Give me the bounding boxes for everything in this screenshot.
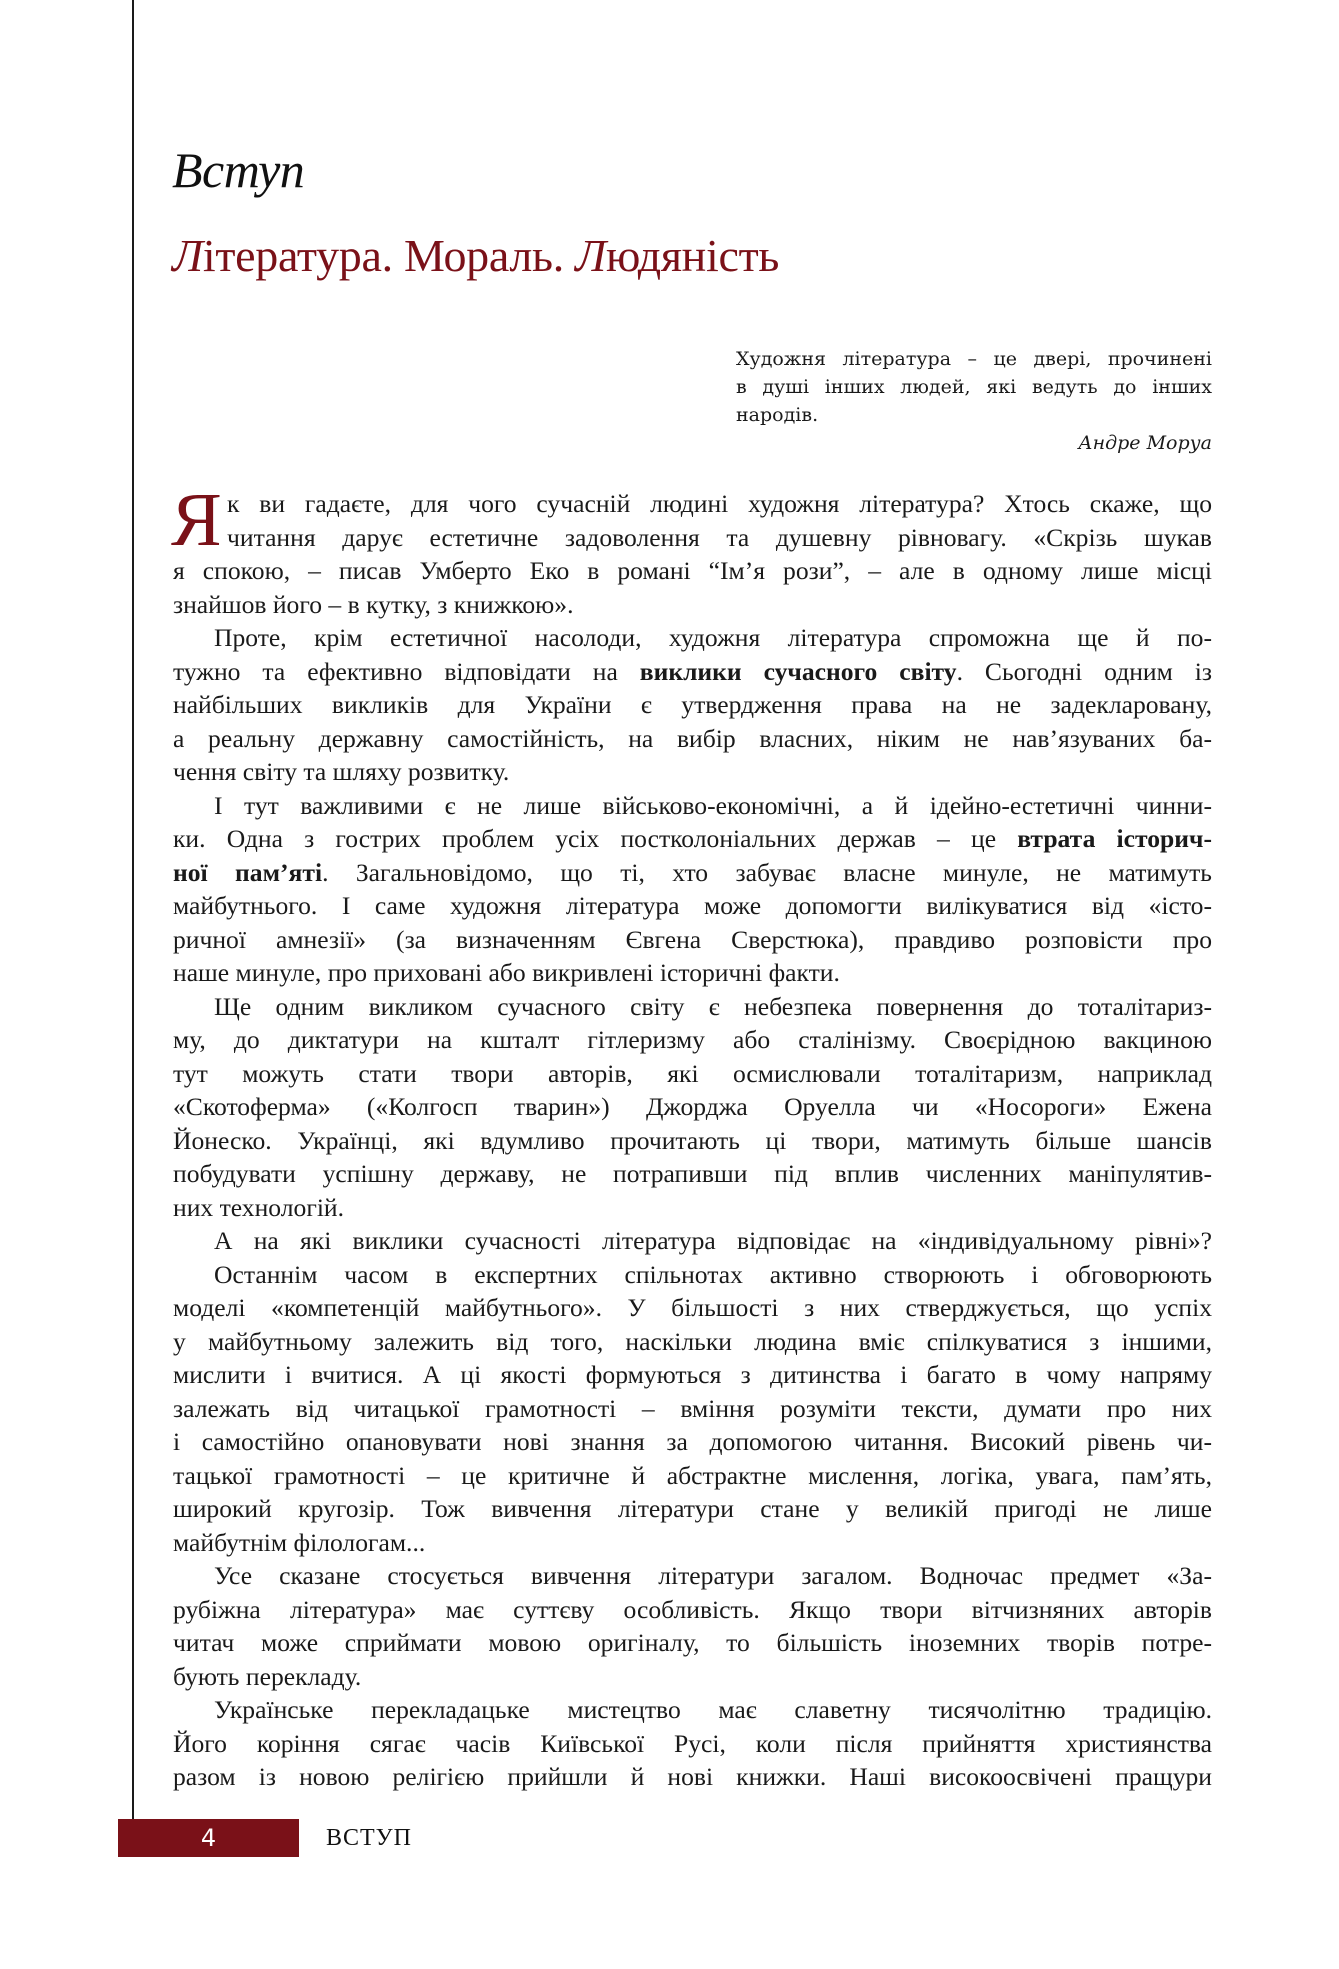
chapter-title-text: ітература. Мораль. bbox=[202, 230, 576, 281]
epigraph-line: в душі інших людей, які ведуть до інших bbox=[736, 376, 1212, 398]
paragraph-line: майбутнім філологам... bbox=[173, 1527, 426, 1557]
paragraph-line: «Скотоферма» («Колгосп тварин») Джорджа Оруелла чи «Носороги» Ежена bbox=[173, 1092, 1212, 1121]
paragraph-line: читач може сприймати мовою оригіналу, то більшість іноземних творів потре- bbox=[173, 1628, 1212, 1657]
paragraph-line: тацької грамотності – це критичне й абстрактне мислення, логіка, увага, пам’ять, bbox=[173, 1460, 1212, 1490]
text-run: ки. Одна з гострих проблем усіх постколоніальних держав – це bbox=[173, 824, 1018, 853]
chapter-title-initial: Л bbox=[172, 230, 203, 281]
paragraph-line: Українське перекладацьке мистецтво має славетну тисячолітню традицію. bbox=[214, 1695, 1212, 1724]
paragraph-line: Йонеско. Українці, які вдумливо прочитають ці твори, матимуть більше шансів bbox=[173, 1125, 1212, 1155]
text-run: . Загальновідомо, що ті, хто забуває власне минуле, не матимуть bbox=[322, 857, 1212, 887]
paragraph-line: Його коріння сягає часів Київської Русі, коли після прийняття християнства bbox=[173, 1728, 1212, 1758]
paragraph-line: му, до диктатури на кшталт гітлеризму або сталінізму. Своєрідною вакциною bbox=[173, 1025, 1212, 1054]
body-text bbox=[171, 478, 1212, 1794]
chapter-title-text: юдяність bbox=[605, 230, 780, 281]
paragraph-line: залежать від читацької грамотності – вміння розуміти тексти, думати про них bbox=[173, 1393, 1212, 1423]
text-run: . Сьогодні одним із bbox=[956, 656, 1212, 686]
paragraph-line: А на які виклики сучасності література відповідає на «індивідуальному рівні»? bbox=[214, 1226, 1212, 1255]
epigraph-author: Андре Моруа bbox=[1078, 432, 1212, 454]
emphasis-text: виклики сучасного світу bbox=[639, 656, 957, 686]
paragraph-line: Ще одним викликом сучасного світу є небезпека повернення до тоталітариз- bbox=[214, 991, 1212, 1021]
paragraph-line: майбутнього. І саме художня література може допомогти вилікуватися від «істо- bbox=[173, 891, 1212, 920]
paragraph-line: чення світу та шляху розвитку. bbox=[173, 757, 510, 786]
epigraph-line: Художня література – це двері, прочинені bbox=[736, 348, 1212, 370]
paragraph-line: мислити і вчитися. А ці якості формуються з дитинства і багато в чому напряму bbox=[173, 1360, 1212, 1389]
paragraph-line: знайшов його – в кутку, з книжкою». bbox=[173, 589, 574, 619]
paragraph-line: читання дарує естетичне задоволення та душевну рівновагу. «Скрізь шукав bbox=[227, 522, 1212, 552]
paragraph-line: широкий кругозір. Тож вивчення літератури стане у великій пригоді не лише bbox=[173, 1494, 1212, 1523]
paragraph-line: бують перекладу. bbox=[173, 1661, 362, 1691]
paragraph-line: к ви гадаєте, для чого сучасній людині художня література? Хтось скаже, що bbox=[227, 489, 1212, 518]
paragraph-line: і самостійно опановувати нові знання за допомогою читання. Високий рівень чи- bbox=[173, 1427, 1212, 1456]
paragraph-line: ричної амнезії» (за визначенням Євгена Сверстюка), правдиво розповісти про bbox=[173, 924, 1212, 954]
page-number: 4 bbox=[200, 1824, 217, 1852]
chapter-title-initial: Л bbox=[575, 230, 606, 281]
paragraph-line: них технологій. bbox=[173, 1192, 345, 1222]
emphasis-text: ної пам’яті bbox=[173, 857, 323, 887]
paragraph-line: Останнім часом в експертних спільнотах активно створюють і обговорюють bbox=[214, 1259, 1212, 1289]
running-footer-section: ВСТУП bbox=[326, 1825, 412, 1851]
chapter-title bbox=[172, 226, 779, 286]
paragraph-line: моделі «компетенцій майбутнього». У більшості з них стверджується, що успіх bbox=[173, 1293, 1212, 1322]
section-title: Вступ bbox=[172, 142, 305, 198]
drop-cap: Я bbox=[171, 478, 222, 562]
paragraph-line: наше минуле, про приховані або викривлені історичні факти. bbox=[173, 958, 840, 987]
paragraph-line: найбільших викликів для України є утвердження права на не задекларовану, bbox=[173, 690, 1212, 719]
paragraph-line bbox=[173, 655, 1212, 689]
paragraph-line: тут можуть стати твори авторів, які осмислювали тоталітаризм, наприклад bbox=[173, 1058, 1212, 1088]
paragraph-line: побудувати успішну державу, не потрапивши під вплив численних маніпулятив- bbox=[173, 1159, 1212, 1188]
emphasis-text: втрата історич- bbox=[1017, 824, 1212, 853]
paragraph-line: а реальну державну самостійність, на вибір власних, ніким не нав’язуваних ба- bbox=[173, 723, 1212, 753]
paragraph-line: у майбутньому залежить від того, наскільки людина вміє спілкуватися з іншими, bbox=[173, 1326, 1212, 1356]
paragraph-line bbox=[173, 856, 1212, 890]
paragraph-line bbox=[173, 822, 1212, 856]
epigraph-line: народів. bbox=[736, 404, 819, 426]
paragraph-line: Усе сказане стосується вивчення літератури загалом. Водночас предмет «За- bbox=[214, 1561, 1212, 1590]
margin-rule bbox=[132, 0, 134, 1820]
paragraph-line: рубіжна література» має суттєву особливість. Якщо твори вітчизняних авторів bbox=[173, 1594, 1212, 1624]
paragraph-line: Проте, крім естетичної насолоди, художня література спроможна ще й по- bbox=[214, 623, 1212, 652]
page-number-badge bbox=[118, 1819, 299, 1857]
epigraph bbox=[736, 345, 1212, 457]
paragraph-line: І тут важливими є не лише військово-економічні, а й ідейно-естетичні чинни- bbox=[214, 790, 1212, 820]
paragraph-line: разом із новою релігією прийшли й нові книжки. Наші високоосвічені пращури bbox=[173, 1762, 1212, 1791]
paragraph-line: я спокою, – писав Умберто Еко в романі “Ім’я рози”, – але в одному лише місці bbox=[173, 556, 1212, 585]
text-run: тужно та ефективно відповідати на bbox=[173, 656, 640, 686]
